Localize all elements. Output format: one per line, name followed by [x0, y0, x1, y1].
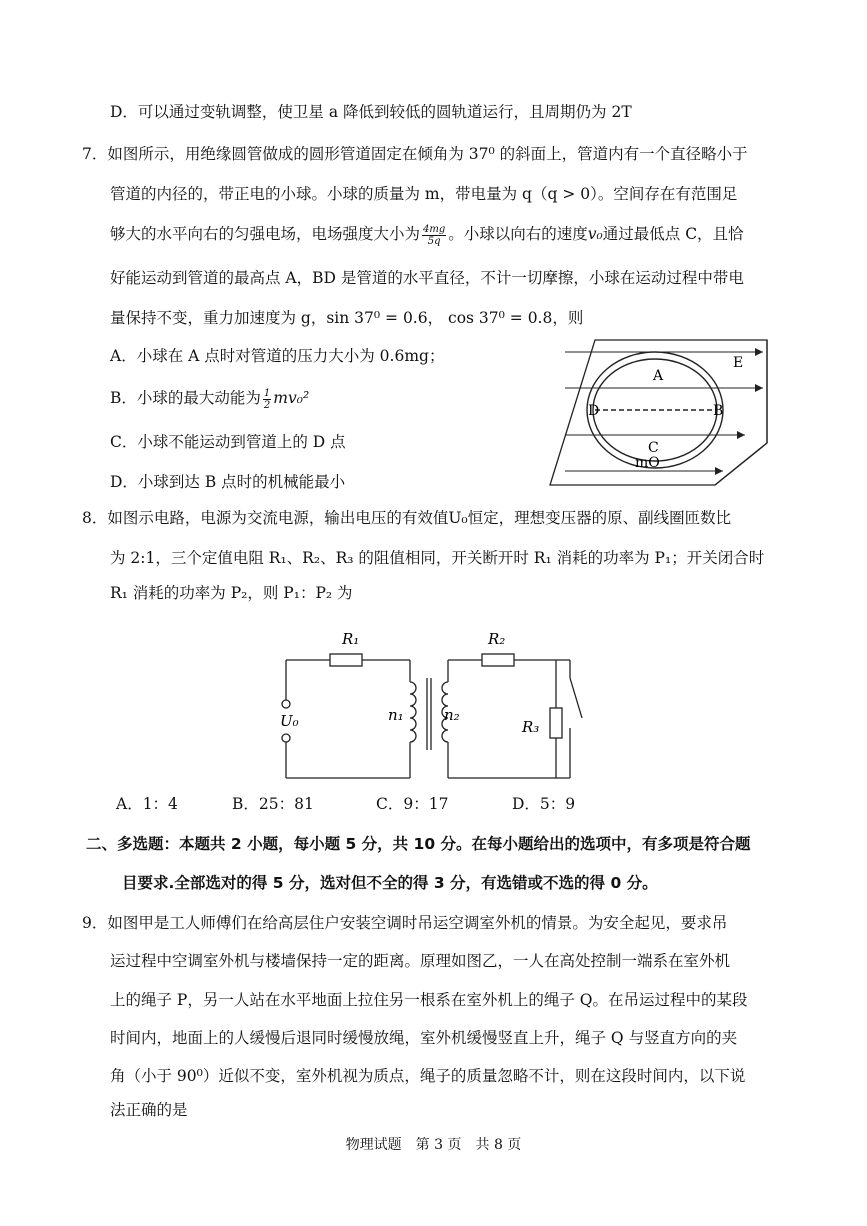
label-r1: R₁	[342, 630, 360, 648]
label-m: mO	[635, 455, 660, 471]
resistor-r2	[482, 654, 514, 666]
q8-option-a: A．1：4	[116, 795, 178, 813]
terminal-bottom	[282, 734, 290, 742]
q7-option-c: C．小球不能运动到管道上的 D 点	[110, 433, 346, 451]
kinetic-energy-expr: mv₀²	[273, 389, 310, 407]
q7-line-3	[110, 223, 744, 247]
section-2-heading-line-1: 二、多选题：本题共 2 小题，每小题 5 分，共 10 分。在每小题给出的选项中，有多项是符合题	[86, 835, 751, 853]
label-e: E	[733, 355, 744, 371]
q7-option-a: A．小球在 A 点时对管道的压力大小为 0.6mg；	[110, 347, 445, 365]
label-a: A	[653, 368, 664, 384]
q7-line-3-end: 通过最低点 C，且恰	[602, 225, 744, 243]
label-n1: n₁	[388, 706, 404, 724]
q8-line-2: 为 2:1，三个定值电阻 R₁、R₂、R₃ 的阻值相同，开关断开时 R₁ 消耗的功率为 P₁；开关闭合时	[110, 549, 765, 567]
q8-option-d: D．5：9	[512, 795, 576, 813]
label-r2: R₂	[488, 630, 506, 648]
resistor-r1	[330, 654, 362, 666]
q9-line-6: 法正确的是	[110, 1101, 188, 1119]
q7-option-d: D．小球到达 B 点时的机械能最小	[110, 473, 346, 491]
q9-line-3: 上的绳子 P，另一人站在水平地面上拉住另一根系在室外机上的绳子 Q。在吊运过程中的某段	[110, 991, 748, 1009]
q9-line-1: 9．如图甲是工人师傅们在给高层住户安装空调时吊运空调室外机的情景。为安全起见，要求吊	[82, 914, 728, 932]
q7-option-b	[110, 387, 309, 411]
velocity-symbol: v₀	[587, 225, 603, 243]
label-r3: R₃	[522, 718, 540, 736]
q7-line-1: 7．如图所示，用绝缘圆管做成的圆形管道固定在倾角为 37⁰ 的斜面上，管道内有一个直径略小于	[82, 145, 748, 163]
q7-line-2: 管道的内径的，带正电的小球。小球的质量为 m，带电量为 q（q > 0）。空间存在有范围足	[110, 185, 738, 203]
q9-line-5: 角（小于 90⁰）近似不变，室外机视为质点，绳子的质量忽略不计，则在这段时间内，以下说	[110, 1067, 746, 1085]
label-b: B	[713, 403, 724, 419]
label-u0: U₀	[280, 712, 299, 730]
q9-line-2: 运过程中空调室外机与楼墙保持一定的距离。原理如图乙，一人在高处控制一端系在室外机	[110, 952, 731, 970]
q7-line-3-text: 够大的水平向右的匀强电场，电场强度大小为	[110, 225, 421, 243]
resistor-r3	[550, 708, 562, 738]
label-d: D	[588, 403, 600, 419]
switch-blade	[570, 678, 582, 718]
page-footer: 物理试题 第 3 页 共 8 页	[345, 1137, 522, 1153]
field-strength-fraction: $\frac{4mg}{5q}$	[423, 223, 446, 247]
section-2-heading-line-2: 目要求.全部选对的得 5 分，选对但不全的得 3 分，有选错或不选的得 0 分。	[122, 874, 658, 892]
half-fraction: $\frac{1}{2}$	[263, 387, 271, 411]
incline-bottom-edge	[715, 443, 767, 485]
q7-line-3-mid: 。小球以向右的速度	[448, 225, 588, 243]
q7-option-b-text: B．小球的最大动能为	[110, 389, 261, 407]
q8-line-1: 8．如图示电路，电源为交流电源，输出电压的有效值U₀恒定，理想变压器的原、副线圈匝数比	[82, 509, 732, 527]
transformer-circuit	[270, 620, 600, 790]
q8-option-c: C．9：17	[376, 795, 449, 813]
label-c: C	[648, 440, 659, 456]
q8-line-3: R₁ 消耗的功率为 P₂，则 P₁：P₂ 为	[110, 584, 353, 602]
terminal-top	[282, 700, 290, 708]
label-n2: n₂	[444, 706, 460, 724]
q9-line-4: 时间内，地面上的人缓慢后退同时缓慢放绳，室外机缓慢竖直上升，绳子 Q 与竖直方向的夹	[110, 1029, 738, 1047]
incline-tube-figure	[545, 335, 775, 500]
primary-coil	[410, 682, 416, 742]
q8-option-b: B．25：81	[232, 795, 314, 813]
q6-option-d: D．可以通过变轨调整，使卫星 a 降低到较低的圆轨道运行，且周期仍为 2T	[110, 103, 632, 121]
q7-line-5: 量保持不变，重力加速度为 g，sin 37⁰ = 0.6， cos 37⁰ = 0.8，则	[110, 309, 584, 327]
q7-line-4: 好能运动到管道的最高点 A，BD 是管道的水平直径，不计一切摩擦，小球在运动过程中带电	[110, 269, 744, 287]
